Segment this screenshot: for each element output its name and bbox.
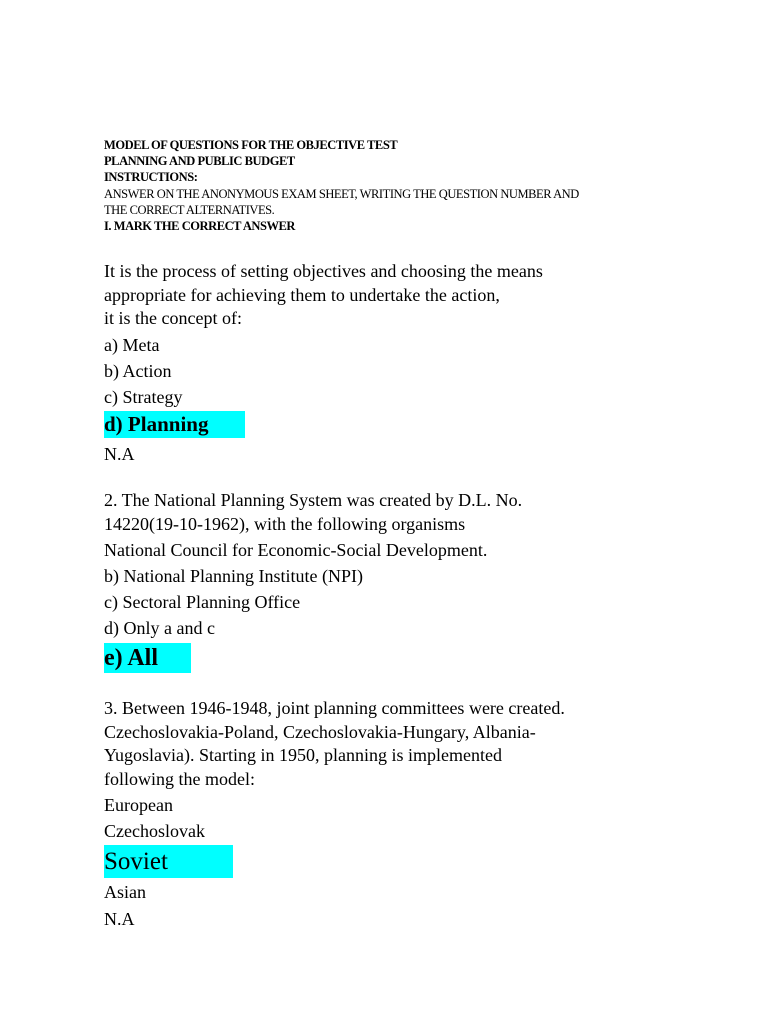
q3-option-d: Asian: [104, 882, 146, 902]
q3-option-b: Czechoslovak: [104, 821, 205, 841]
section-heading: I. MARK THE CORRECT ANSWER: [104, 219, 295, 233]
instructions-heading: INSTRUCTIONS:: [104, 170, 198, 184]
q2-option-b: b) National Planning Institute (NPI): [104, 566, 363, 586]
q1-stem-line-3: it is the concept of:: [104, 308, 242, 328]
q1-stem-line-2: appropriate for achieving them to undertake the action,: [104, 285, 500, 305]
q3-option-c-highlighted-answer: Soviet: [104, 845, 233, 878]
q1-option-d-highlighted-answer: d) Planning: [104, 411, 245, 438]
q2-option-e-highlighted-answer: e) All: [104, 643, 191, 673]
q3-option-a: European: [104, 795, 173, 815]
q1-option-b: b) Action: [104, 361, 172, 381]
q1-option-a: a) Meta: [104, 335, 160, 355]
q2-option-a: National Council for Economic-Social Development.: [104, 540, 488, 560]
q1-option-c: c) Strategy: [104, 387, 183, 407]
q3-stem-line-2: Czechoslovakia-Poland, Czechoslovakia-Hungary, Albania-: [104, 722, 536, 742]
course-title: PLANNING AND PUBLIC BUDGET: [104, 154, 295, 168]
q2-stem-line-2: 14220(19-10-1962), with the following organisms: [104, 514, 466, 534]
q3-stem-line-4: following the model:: [104, 769, 255, 789]
q1-stem-line-1: It is the process of setting objectives and choosing the means: [104, 261, 543, 281]
q1-option-e: N.A: [104, 444, 135, 464]
q2-stem-line-1: 2. The National Planning System was created by D.L. No.: [104, 490, 523, 510]
q3-option-e: N.A: [104, 909, 135, 929]
test-title: MODEL OF QUESTIONS FOR THE OBJECTIVE TEST: [104, 138, 398, 152]
q3-stem-line-3: Yugoslavia). Starting in 1950, planning is implemented: [104, 745, 502, 765]
q3-stem-line-1: 3. Between 1946-1948, joint planning committees were created.: [104, 698, 565, 718]
q2-option-c: c) Sectoral Planning Office: [104, 592, 301, 612]
instructions-text-line-2: THE CORRECT ALTERNATIVES.: [104, 203, 275, 217]
q2-option-d: d) Only a and c: [104, 618, 215, 638]
instructions-text-line-1: ANSWER ON THE ANONYMOUS EXAM SHEET, WRITING THE QUESTION NUMBER AND: [104, 187, 579, 201]
